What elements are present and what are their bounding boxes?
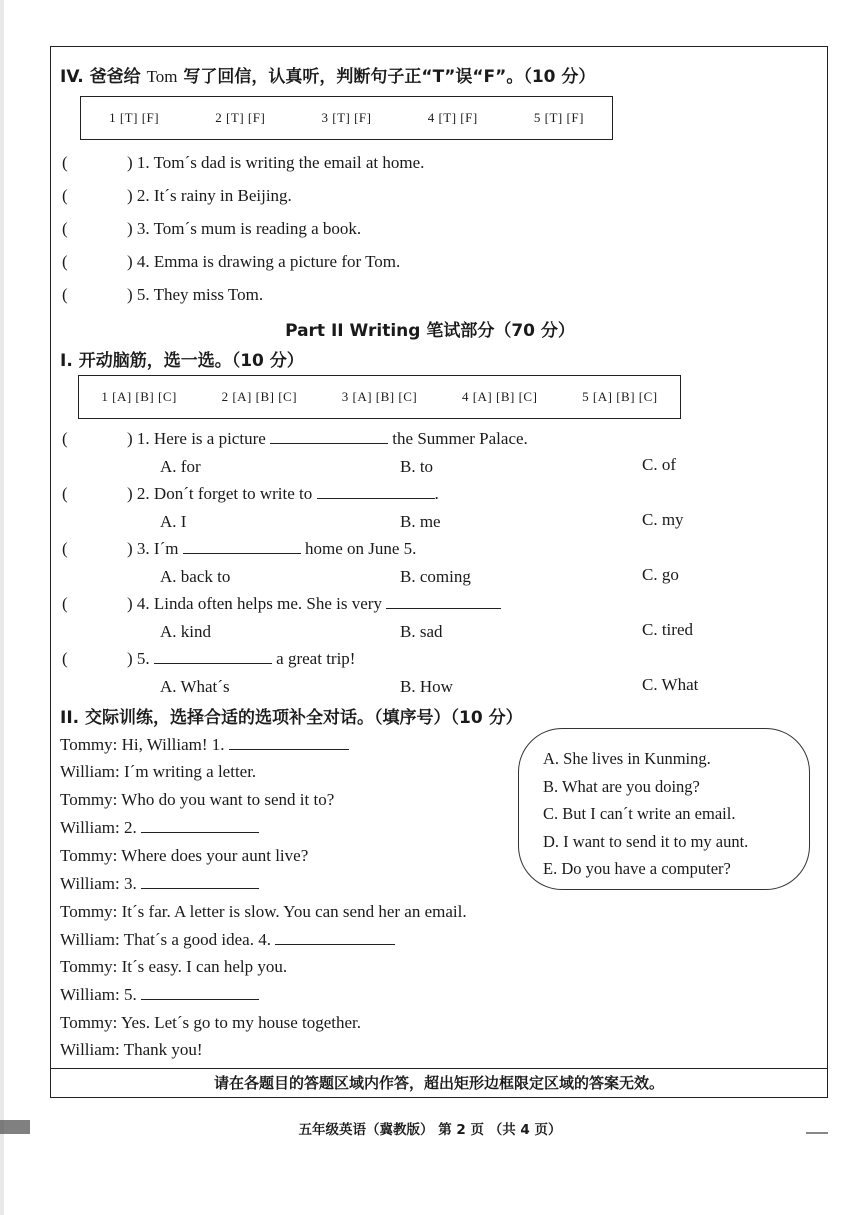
- mc-question-5: ) 5. a great trip!: [127, 649, 356, 668]
- dialogue-options-bubble: [518, 728, 810, 890]
- dialogue-option-e: E. Do you have a computer?: [543, 859, 731, 878]
- answer-paren-open[interactable]: (: [62, 252, 68, 271]
- dialogue-option-a: A. She lives in Kunming.: [543, 749, 711, 768]
- page-footer: 五年级英语（冀教版） 第 2 页 （共 4 页）: [298, 1122, 562, 1138]
- fill-blank[interactable]: [141, 874, 259, 889]
- mc-question-2: ) 2. Don´t forget to write to .: [127, 484, 439, 503]
- option-a[interactable]: A. for: [160, 457, 201, 476]
- fill-blank[interactable]: [141, 985, 259, 1000]
- section-ii-title: II. 交际训练，选择合适的选项补全对话。（填序号）（10 分）: [60, 708, 523, 728]
- option-b[interactable]: B. coming: [400, 567, 471, 586]
- scan-edge: [0, 0, 4, 1215]
- answer-paren-open[interactable]: (: [62, 186, 68, 205]
- section-iv-title: IV. 爸爸给 Tom 写了回信，认真听，判断句子正“T”误“F”。（10 分）: [60, 67, 596, 87]
- abc-answer-3[interactable]: 3 [A] [B] [C]: [341, 389, 418, 404]
- dialogue-line: Tommy: It´s easy. I can help you.: [60, 957, 288, 976]
- dialogue-line: Tommy: Who do you want to send it to?: [60, 790, 335, 809]
- abc-answer-2[interactable]: 2 [A] [B] [C]: [221, 389, 298, 404]
- option-b[interactable]: B. How: [400, 677, 453, 696]
- answer-paren-open[interactable]: (: [62, 649, 68, 668]
- tf-answer-box: [80, 96, 613, 140]
- answer-area-notice: 请在各题目的答题区域内作答，超出矩形边框限定区域的答案无效。: [50, 1068, 828, 1098]
- answer-paren-open[interactable]: (: [62, 484, 68, 503]
- fill-blank[interactable]: [270, 429, 388, 444]
- dialogue-line: William: I´m writing a letter.: [60, 762, 257, 781]
- listening-item-5: ) 5. They miss Tom.: [127, 285, 264, 304]
- dialogue-line: William: 2.: [60, 818, 259, 838]
- tf-answer-4[interactable]: 4 [T] [F]: [427, 110, 478, 125]
- dialogue-option-b: B. What are you doing?: [543, 776, 700, 796]
- option-c[interactable]: C. tired: [642, 620, 693, 639]
- option-c[interactable]: C. of: [642, 455, 676, 474]
- dialogue-line: William: 3.: [60, 874, 259, 894]
- answer-paren-open[interactable]: (: [62, 219, 68, 238]
- tf-answer-5[interactable]: 5 [T] [F]: [533, 110, 584, 125]
- listening-item-3: ) 3. Tom´s mum is reading a book.: [127, 219, 362, 238]
- answer-paren-open[interactable]: (: [62, 285, 68, 304]
- option-c[interactable]: C. my: [642, 510, 684, 529]
- listening-item-1: ) 1. Tom´s dad is writing the email at home.: [127, 153, 425, 172]
- listening-item-2: ) 2. It´s rainy in Beijing.: [127, 186, 292, 205]
- section-i-title: I. 开动脑筋，选一选。（10 分）: [60, 351, 304, 371]
- part-ii-title: Part II Writing 笔试部分（70 分）: [285, 321, 575, 341]
- tf-answer-2[interactable]: 2 [T] [F]: [215, 110, 266, 125]
- fill-blank[interactable]: [154, 649, 272, 664]
- option-c[interactable]: C. What: [642, 675, 699, 694]
- option-a[interactable]: A. What´s: [160, 677, 230, 696]
- abc-answer-5[interactable]: 5 [A] [B] [C]: [582, 389, 658, 404]
- tf-answer-1[interactable]: 1 [T] [F]: [109, 110, 160, 125]
- abc-answer-1[interactable]: 1 [A] [B] [C]: [101, 389, 177, 404]
- option-a[interactable]: A. I: [160, 512, 187, 531]
- answer-paren-open[interactable]: (: [62, 594, 68, 613]
- tf-answer-3[interactable]: 3 [T] [F]: [321, 110, 372, 125]
- dialogue-option-d: D. I want to send it to my aunt.: [543, 831, 749, 851]
- mc-question-4: ) 4. Linda often helps me. She is very: [127, 594, 501, 614]
- mc-question-1: ) 1. Here is a picture the Summer Palace.: [127, 429, 528, 448]
- scan-mark: [0, 1120, 30, 1134]
- abc-answer-box: [78, 375, 681, 419]
- option-a[interactable]: A. kind: [160, 622, 211, 641]
- fill-blank[interactable]: [317, 484, 435, 499]
- dialogue-line: Tommy: It´s far. A letter is slow. You can send her an email.: [60, 902, 467, 921]
- answer-paren-open[interactable]: (: [62, 429, 68, 448]
- dialogue-line: William: That´s a good idea. 4.: [60, 930, 395, 950]
- answer-paren-open[interactable]: (: [62, 539, 68, 558]
- option-b[interactable]: B. to: [400, 457, 434, 476]
- option-a[interactable]: A. back to: [160, 567, 231, 586]
- listening-item-4: ) 4. Emma is drawing a picture for Tom.: [127, 252, 401, 271]
- fill-blank[interactable]: [275, 930, 395, 945]
- answer-paren-open[interactable]: (: [62, 153, 68, 172]
- dialogue-line: Tommy: Where does your aunt live?: [60, 846, 309, 865]
- dialogue-option-c: C. But I can´t write an email.: [543, 804, 736, 823]
- dialogue-line: William: Thank you!: [60, 1040, 203, 1059]
- fill-blank[interactable]: [386, 594, 501, 609]
- fill-blank[interactable]: [141, 818, 259, 833]
- dialogue-line: Tommy: Hi, William! 1.: [60, 735, 349, 755]
- mc-question-3: ) 3. I´m home on June 5.: [127, 539, 417, 558]
- option-b[interactable]: B. sad: [400, 622, 443, 641]
- fill-blank[interactable]: [183, 539, 301, 554]
- dialogue-line: Tommy: Yes. Let´s go to my house together.: [60, 1013, 362, 1032]
- option-b[interactable]: B. me: [400, 512, 441, 531]
- fill-blank[interactable]: [229, 735, 349, 750]
- abc-answer-4[interactable]: 4 [A] [B] [C]: [461, 389, 538, 404]
- scan-mark: [806, 1132, 828, 1134]
- option-c[interactable]: C. go: [642, 565, 679, 584]
- dialogue-line: William: 5.: [60, 985, 259, 1005]
